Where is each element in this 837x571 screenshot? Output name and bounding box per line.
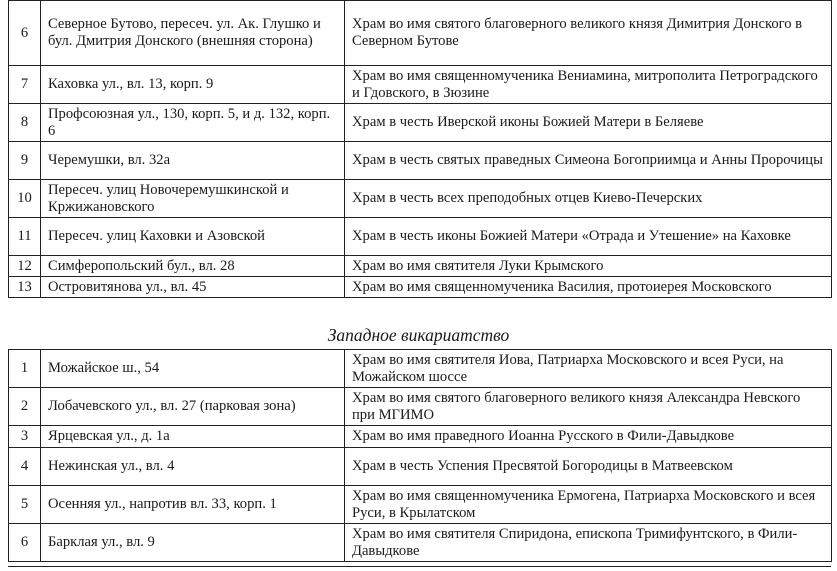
row-number: 11: [9, 218, 41, 256]
row-number: 12: [9, 256, 41, 277]
table-row: [9, 256, 832, 277]
church-cell: Храм в честь Иверской иконы Божией Матери в Беляеве: [345, 104, 832, 142]
row-number: 3: [9, 426, 41, 448]
church-cell: Храм в честь всех преподобных отцев Киево-Печерских: [345, 180, 832, 218]
address-cell: Черемушки, вл. 32а: [41, 142, 345, 180]
row-number: 6: [9, 1, 41, 66]
table-row: [9, 104, 832, 142]
church-cell: Храм во имя священномученика Василия, протоиерея Московского: [345, 277, 832, 298]
table-row: [9, 524, 832, 562]
table-row: [9, 426, 832, 448]
row-number: 6: [9, 524, 41, 562]
table-row: [9, 1, 832, 66]
church-cell: Храм в честь иконы Божией Матери «Отрада и Утешение» на Каховке: [345, 218, 832, 256]
address-cell: Пересеч. улиц Каховки и Азовской: [41, 218, 345, 256]
church-cell: Храм во имя святителя Спиридона, епископа Тримифунтского, в Фили-Давыдкове: [345, 524, 832, 562]
row-number: 10: [9, 180, 41, 218]
church-cell: Храм во имя священномученика Вениамина, митрополита Петроградского и Гдовского, в Зюзине: [345, 66, 832, 104]
table-row: [9, 350, 832, 388]
row-number: 8: [9, 104, 41, 142]
row-number: 13: [9, 277, 41, 298]
church-cell: Храм во имя священномученика Ермогена, Патриарха Московского и всея Руси, в Крылатском: [345, 486, 832, 524]
address-cell: Ярцевская ул., д. 1а: [41, 426, 345, 448]
address-cell: Барклая ул., вл. 9: [41, 524, 345, 562]
row-number: 4: [9, 448, 41, 486]
bottom-divider: [8, 566, 831, 567]
church-cell: Храм во имя праведного Иоанна Русского в Фили-Давыдкове: [345, 426, 832, 448]
address-cell: Нежинская ул., вл. 4: [41, 448, 345, 486]
church-cell: Храм во имя святителя Луки Крымского: [345, 256, 832, 277]
churches-table-2: [8, 349, 832, 562]
table-row: [9, 388, 832, 426]
address-cell: Лобачевского ул., вл. 27 (парковая зона): [41, 388, 345, 426]
row-number: 7: [9, 66, 41, 104]
table-row: [9, 180, 832, 218]
address-cell: Профсоюзная ул., 130, корп. 5, и д. 132, корп. 6: [41, 104, 345, 142]
table-row: [9, 66, 832, 104]
address-cell: Осенняя ул., напротив вл. 33, корп. 1: [41, 486, 345, 524]
church-cell: Храм во имя святителя Иова, Патриарха Московского и всея Руси, на Можайском шоссе: [345, 350, 832, 388]
address-cell: Северное Бутово, пересеч. ул. Ак. Глушко и бул. Дмитрия Донского (внешняя сторона): [41, 1, 345, 66]
address-cell: Можайское ш., 54: [41, 350, 345, 388]
church-cell: Храм во имя святого благоверного великого князя Димитрия Донского в Северном Бутове: [345, 1, 832, 66]
row-number: 9: [9, 142, 41, 180]
church-cell: Храм в честь Успения Пресвятой Богородицы в Матвеевском: [345, 448, 832, 486]
church-cell: Храм в честь святых праведных Симеона Богоприимца и Анны Пророчицы: [345, 142, 832, 180]
row-number: 2: [9, 388, 41, 426]
section-heading: Западное викариатство: [327, 325, 510, 345]
churches-table-1: [8, 0, 832, 298]
church-cell: Храм во имя святого благоверного великого князя Александра Невского при МГИМО: [345, 388, 832, 426]
row-number: 5: [9, 486, 41, 524]
table-row: [9, 142, 832, 180]
table-row: [9, 486, 832, 524]
address-cell: Симферопольский бул., вл. 28: [41, 256, 345, 277]
row-number: 1: [9, 350, 41, 388]
table-row: [9, 218, 832, 256]
table-row: [9, 448, 832, 486]
address-cell: Каховка ул., вл. 13, корп. 9: [41, 66, 345, 104]
address-cell: Пересеч. улиц Новочеремушкинской и Кржижановского: [41, 180, 345, 218]
table-row: [9, 277, 832, 298]
address-cell: Островитянова ул., вл. 45: [41, 277, 345, 298]
